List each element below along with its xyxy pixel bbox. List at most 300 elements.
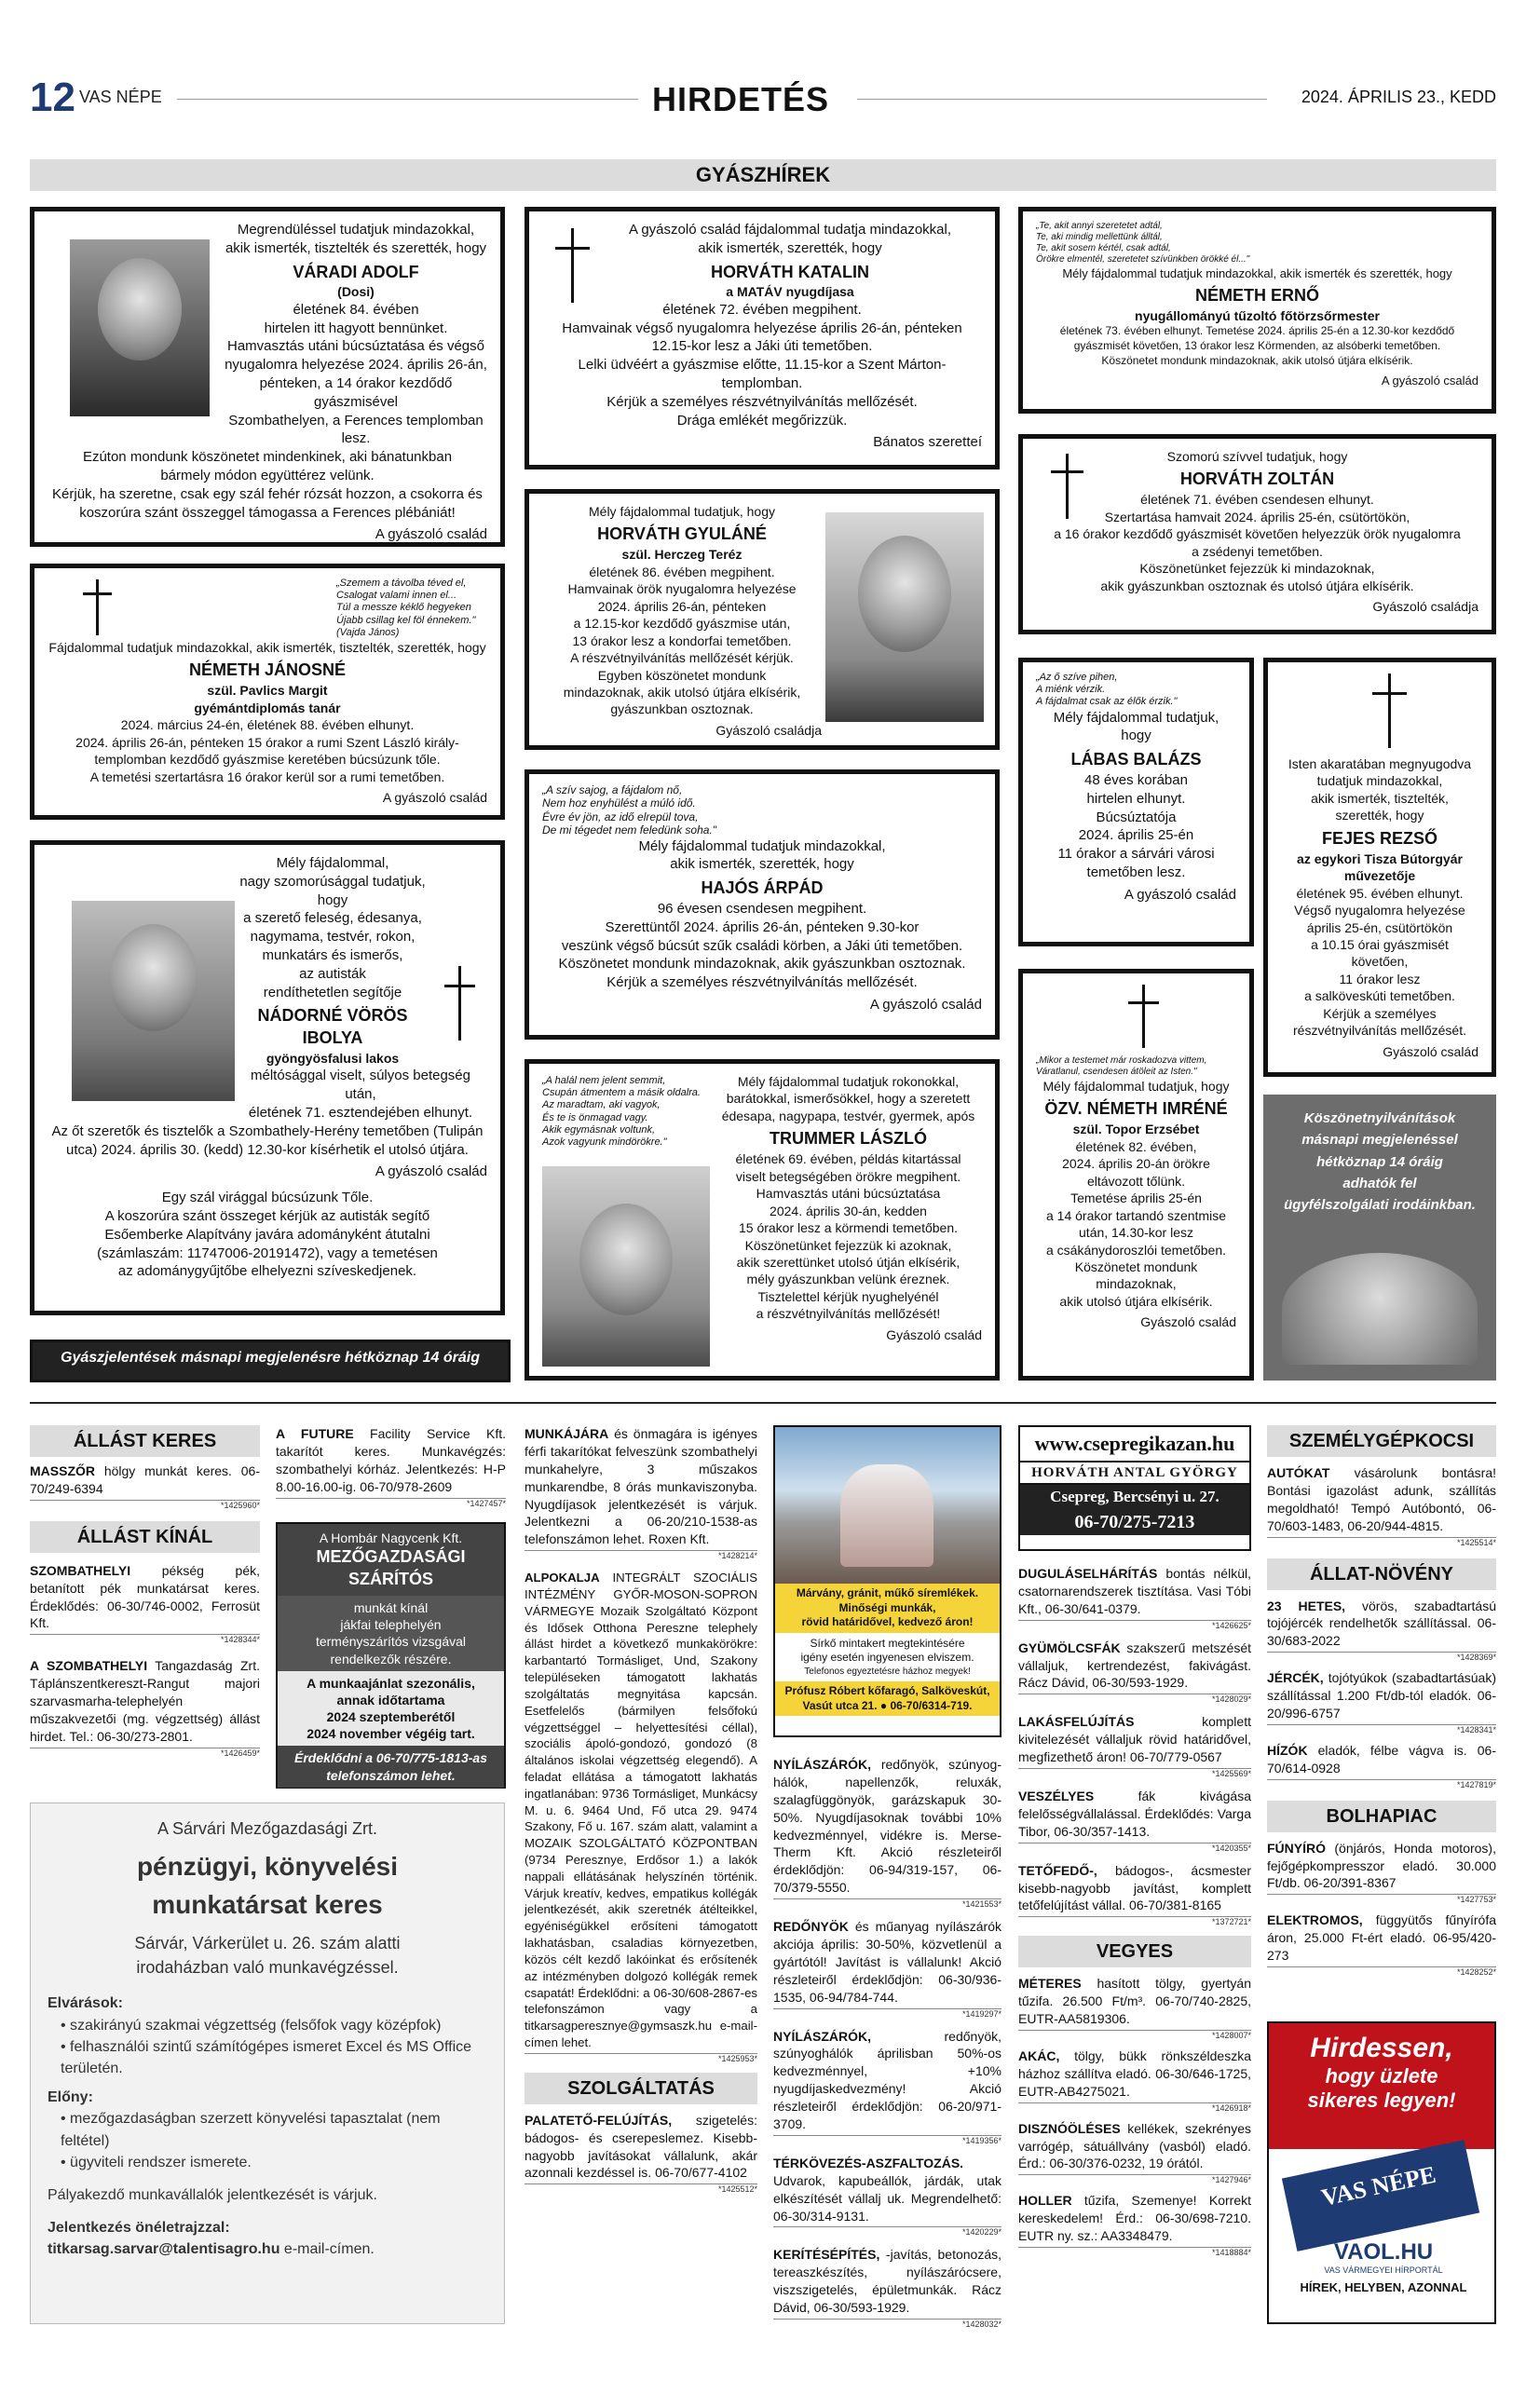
angel-statue-image: [1282, 1253, 1478, 1365]
obit-text: pénteken, a 14 órakor kezdődő gyászmisével: [259, 375, 453, 410]
ad-headline: MEZŐGAZDASÁGI: [316, 1547, 466, 1567]
classified-ad: [1018, 1788, 1251, 1841]
banner-line: adhatók fel: [1342, 1175, 1417, 1191]
obit-quote: Akik egymásnak voltunk,: [542, 1123, 656, 1136]
obit-text: méltósággal viselt, súlyos betegség után,: [251, 1068, 470, 1103]
obit-text: Kérjük a személyes: [1323, 1005, 1437, 1021]
obit-text: viselt betegségében örökre megpihent.: [735, 1168, 961, 1184]
gravestone-shape: [840, 1464, 933, 1567]
ad-lead: A FUTURE: [276, 1426, 354, 1441]
ad-headline: munkatársat keres: [152, 1889, 383, 1919]
classified-ad: [1267, 1669, 1496, 1722]
obit-text: 2024. március 24-én, életének 88. évében elhunyt.: [120, 717, 415, 733]
ad-text: e-mail-címen.: [279, 2241, 375, 2258]
ad-company: A Hombár Nagycenk Kft.: [319, 1531, 463, 1545]
obit-quote: „Te, akit annyi szeretetet adtál,: [1036, 221, 1163, 231]
obit-labas-balazs: [1018, 658, 1254, 946]
banner-line: Köszönetnyilvánítások: [1303, 1110, 1456, 1126]
obit-intro: Mély fájdalommal tudatjuk mindazokkal, akik ismerték és szerették, hogy: [1062, 266, 1452, 280]
obit-maiden-name: szül. Pavlics Margit: [207, 683, 328, 699]
obit-name: TRUMMER LÁSZLÓ: [770, 1129, 927, 1149]
obit-text: Szombathelyen, a Ferences templomban lesz.: [228, 412, 484, 447]
ad-lead: PALATETŐ-FELÚJÍTÁS,: [525, 2112, 673, 2128]
classified-ad: [30, 1462, 260, 1498]
obit-intro: barátokkal, ismerősökkel, hogy a szeretett: [726, 1091, 971, 1107]
obit-intro: Megrendüléssel tudatjuk mindazokkal,: [237, 222, 475, 238]
ad-lead: TÉRKÖVEZÉS-ASZFALTOZÁS.: [773, 2155, 964, 2170]
ad-code: *1425512*: [525, 2184, 757, 2194]
ad-text: Facility Service Kft. takarítót keres. Munkavégzés: szombathelyi kórház. Jelentkezés: H-P 8.00-16.00-ig. 06-70/978-2609: [276, 1426, 506, 1494]
portrait-photo: [72, 901, 235, 1101]
classified-ad: [1018, 1975, 1251, 2028]
cross-icon: [1142, 985, 1145, 1048]
ad-code: *1419297*: [773, 2008, 1001, 2019]
ad-text: és önmagára is igényes férfi takarítókat felveszünk szombathelyi munkahelyre, 3 műszakos munkarendbe, 8 órás munkaviszonyba. Nyugdíjasok jelentkezését is várjuk. Jelentkezni a 06-20/210-1538-as telefonszámon lehet. Roxen Kft.: [525, 1426, 757, 1547]
obit-text: után, 14.30-kor lesz: [1079, 1225, 1193, 1241]
ad-code: *1425514*: [1267, 1537, 1496, 1547]
obit-text: részvétnyilvánítás mellőzését.: [1293, 1023, 1466, 1039]
obit-quote: Csupán átmentem a másik oldalra.: [542, 1087, 701, 1099]
ad-email[interactable]: titkarsag.sarvar@talentisagro.hu: [48, 2241, 280, 2258]
obit-signature: Bánatos szeretteí: [873, 434, 982, 451]
cross-icon: [83, 592, 112, 595]
ad-text: fák kivágása felelősségvállalással. Érdeklődés: Varga Tibor, 06-30/357-1413.: [1018, 1789, 1251, 1839]
ad-text: redőnyök, szúnyog-hálók, napellenzők, reluxák, szalagfüggönyök, garázskapuk 30-50%. Nyugdíjasoknak további 10% kedvezménnyel, vidékre is. Merse-Therm Kft. Akció részleteiről érdeklődjön: 06-94/319-157, 06-70/379-5550.: [773, 1757, 1001, 1896]
promo-headline: sikeres legyen!: [1307, 2088, 1456, 2112]
header-rule-right: [857, 99, 1267, 100]
ad-text: felhasználói szintű számítógépes ismeret Excel és MS Office területén.: [61, 2038, 472, 2077]
classified-ad: [276, 1425, 506, 1496]
classified-ad: [773, 2246, 1001, 2317]
obit-intro: Mély fájdalommal tudatjuk, hogy: [589, 504, 775, 519]
ad-code: *1426625*: [1018, 1620, 1251, 1630]
obit-text: 11 órakor lesz: [1339, 971, 1421, 986]
obit-ozv-nemeth-imrene: [1018, 969, 1254, 1381]
ad-text: komplett kivitelezését vállaljuk rövid határidővel, megfizethető áron! 06-70/779-0567: [1018, 1714, 1251, 1765]
obit-quote: Az maradtam, aki vagyok,: [542, 1099, 661, 1111]
marvany-ad: [773, 1425, 1001, 1737]
obit-text: hirtelen elhunyt.: [1086, 790, 1186, 807]
cross-icon: [571, 228, 574, 303]
obit-signature: Gyászoló családja: [715, 722, 822, 738]
obit-intro: Mély fájdalommal,: [276, 855, 389, 871]
obit-signature: A gyászoló család: [1124, 886, 1236, 903]
obit-quote: Te, akit sosem kértél, csak adtál,: [1036, 243, 1171, 253]
obit-intro: rendíthetetlen segítője: [263, 984, 402, 1000]
obit-text: Lelki üdvéért a gyászmise előtte, 11.15-kor a Szent Márton-templomban.: [578, 357, 947, 391]
section-title: HIRDETÉS: [652, 80, 830, 118]
ad-lead: ALPOKALJA: [525, 1571, 600, 1585]
obit-signature: Gyászoló család: [886, 1326, 982, 1342]
obit-text: nyugalomra helyezése 2024. április 26-án,: [225, 357, 487, 374]
promo-headline: Hirdessen,: [1310, 2033, 1453, 2063]
ad-text: hölgy munkát keres. 06-70/249-6394: [30, 1463, 260, 1496]
obit-text: 11 órakor a sárvári városi: [1057, 846, 1215, 863]
ad-code: *1425960*: [30, 1500, 260, 1510]
obit-text: 2024. április 30-án, kedden: [770, 1203, 927, 1218]
ad-text: Tangazdaság Zrt. Táplánszentkereszt-Rangut majori szarvasmarha-telephelyén műszakvezetői (mg. végzettség) állást hirdet. Tel.: 06-30/273-2801.: [30, 1658, 260, 1744]
ad-text: rendelkezők részére.: [330, 1651, 452, 1667]
obit-text: 2024. április 25-én: [1078, 827, 1194, 844]
obit-name: HORVÁTH ZOLTÁN: [1179, 469, 1335, 489]
obit-text: Kérjük a személyes részvétnyilvánítás mellőzését.: [606, 974, 918, 991]
ad-text: irodaházban való munkavégzéssel.: [136, 1958, 399, 1978]
cross-icon: [1372, 692, 1407, 695]
ad-text: INTEGRÁLT SZOCIÁLIS INTÉZMÉNY GYŐR-MOSON-SOPRON VÁRMEGYE Mozaik Szolgáltató Központ és Idősek Otthona Pereszne telephely állást hirdet a következő munkakörökre: karbantartó Tormásliget, Und, Szakony településeken támogatott lakhatás szolgáltatás megnyitása kapcsán. Esetfelelős (bármilyen felsőfokú végzettséggel – helyettesítési céllal), szociális ápoló-gondozó, gondozó (8 általános iskolai végzettség elegendő). A feladat ellátása a támogatott lakhatás ingatlanában: 9736 Tormásliget, Munkácsy M. u. 6. 9464 Und, Fő utca 29. 9474 Szakony, Fő u. 167. szám alatt, valamint a MOZAIK SZOLGÁLTATÓ KÖZPONTBAN (9734 Peresznye, Erdősor 1.) a lakók nappali ellátásának helyszínén történik. Várjuk kreatív, kedves, empatikus kollégák jelentkezését, akik szeretnék átélteikkel, egyéniségükkel erősíteni támogatott lakhatásban, csaladias környezetben, közös célt kezdő lakóinkat és erősítenék az intézményben dolgozó kollégák remek csapatát! Érdeklődni: a 06-30/608-2867-es telefonszámon vagy a titkarsagperesznye@gymsaszk.hu e-mail-címen lehet.: [525, 1571, 757, 2049]
obit-text: Kérjük, ha szeretne, csak egy szál fehér rózsát hozzon, a csokorra és: [52, 485, 483, 502]
ad-lead: TETŐFEDŐ-,: [1018, 1862, 1097, 1878]
ad-lead: A SZOMBATHELYI: [30, 1658, 148, 1674]
obit-text: 12.15-kor lesz a Jáki úti temetőben.: [651, 338, 873, 355]
obituaries-bar: GYÁSZHÍREK: [30, 159, 1496, 191]
ad-lead: SZOMBATHELYI: [30, 1562, 131, 1578]
obit-text: Köszönetet mondunk mindazoknak, akik gyászunkban osztoznak.: [558, 956, 966, 973]
obit-text: eltávozott tőlünk.: [1086, 1173, 1186, 1189]
obit-quote: Váratlanul, csendesen átöleit az Isten.": [1036, 1067, 1197, 1077]
obit-quote: Újabb csillag kel föl énnekem.": [336, 614, 476, 626]
obit-text: utca) 2024. április 30. (kedd) 12.30-kor kísérhetik el utolsó útjára.: [66, 1141, 469, 1158]
obit-horvath-katalin: [525, 207, 1000, 469]
obit-intro: akik ismerték, szerették, hogy: [670, 856, 854, 873]
ad-lead: NYÍLÁSZÁRÓK,: [773, 2028, 871, 2044]
classified-ad: [30, 1562, 260, 1633]
obit-intro: akik ismerték, tisztelték és szerették, hogy: [225, 239, 487, 256]
obit-text: Hamvainak végső nyugalomra helyezése április 26-án, pénteken: [562, 320, 962, 336]
obit-intro: a szerető feleség, édesanya,: [243, 910, 422, 927]
cross-icon: [458, 966, 461, 1041]
ad-headline: Minőségi munkák,: [838, 1600, 936, 1614]
obit-intro: nagymama, testvér, rokon,: [250, 929, 416, 946]
obit-name: LÁBAS BALÁZS: [1070, 750, 1202, 769]
obit-name: HAJÓS ÁRPÁD: [701, 878, 824, 898]
issue-date: 2024. ÁPRILIS 23., KEDD: [1301, 88, 1496, 106]
obit-intro: Mély fájdalommal tudatjuk, hogy: [1042, 1079, 1230, 1094]
obit-text: A részvétnyilvánítás mellőzését kérjük.: [570, 650, 794, 666]
obit-quote: „Az ő szíve pihen,: [1036, 672, 1118, 683]
ad-headline: pénzügyi, könyvelési: [136, 1852, 399, 1882]
ad-text: tűzifa, Szemenye! Korrekt kereskedelem! Érd.: 06-30/698-7210. EUTR ny. sz.: AA3348479.: [1018, 2193, 1251, 2244]
category-header: ÁLLÁST KERES: [30, 1425, 260, 1457]
ad-code: *1426918*: [1018, 2102, 1251, 2113]
classified-ad: [1267, 1464, 1496, 1535]
obit-text: Egy szál virággal búcsúzunk Tőle.: [161, 1190, 374, 1206]
portrait-photo: [825, 512, 984, 722]
obit-intro: A gyászoló család fájdalommal tudatja mindazokkal,: [628, 222, 952, 238]
obit-name: NÉMETH ERNŐ: [1194, 286, 1319, 306]
obit-quote: Nem hoz enyhülést a múló idő.: [542, 796, 696, 810]
obit-text: Egyben köszönetet mondunk: [597, 667, 767, 683]
classified-ad: [525, 2112, 757, 2183]
ad-text: -javítás, betonozás, tereaszkészítés, nyílászárócsere, viszszigetelés, épületmunkák. Rácz Dávid, 06-30/593-1929.: [773, 2247, 1001, 2316]
obit-text: gyászmisét követően, 13 órakor lesz Körmenden, az alsóberki temetőben.: [1073, 339, 1441, 353]
obit-intro: nagy szomorúsággal tudatjuk, hogy: [239, 873, 426, 908]
obit-text: Búcsúztatója: [1096, 809, 1177, 825]
classified-ad: [1018, 1713, 1251, 1766]
obit-name: VÁRADI ADOLF: [293, 262, 419, 281]
obit-quote: „A szív sajog, a fájdalom nő,: [542, 783, 683, 796]
obit-quote: A miénk vérzik.: [1036, 684, 1106, 696]
obit-quote: (Vajda János): [336, 626, 400, 638]
obit-text: akik utolsó útjára elkísérik.: [1059, 1293, 1213, 1309]
obit-signature: A gyászoló család: [1381, 373, 1478, 388]
ad-url[interactable]: www.csepregikazan.hu: [1020, 1427, 1249, 1461]
ad-text: bádogos-, ácsmester kisebb-nagyobb javítást, komplett tetőfelújítást vállal. 06-70/381-8165: [1018, 1862, 1251, 1913]
ad-code: *1427457*: [276, 1498, 506, 1508]
ad-text: A munkaajánlat szezonális,: [307, 1675, 475, 1691]
classifieds-col-3: [525, 1425, 757, 2194]
obit-signature: A gyászoló család: [375, 526, 487, 543]
ad-text: Sárvár, Várkerület u. 26. szám alatti: [134, 1934, 401, 1953]
ad-code: *1426459*: [30, 1748, 260, 1758]
obit-quote: De mi tégedet nem feledünk soha.": [542, 823, 717, 837]
obit-intro: tudatjuk mindazokkal,: [1316, 773, 1443, 789]
obit-text: 13 órakor lesz a kondorfai temetőben.: [572, 633, 792, 648]
ad-text: 2024 november végéig tart.: [307, 1726, 475, 1742]
obit-maiden-name: szül. Herczeg Teréz: [621, 547, 743, 563]
obit-intro: Isten akaratában megnyugodva: [1288, 756, 1472, 771]
ad-lead: DISZNÓÖLÉSES: [1018, 2120, 1121, 2136]
portrait-face: [579, 1204, 673, 1315]
obit-text: akik gyászunkban osztoznak és utolsó útjára elkísérik.: [1100, 578, 1414, 593]
obit-text: életének 84. évében: [293, 301, 419, 318]
ad-text: Udvarok, kapubeállók, járdák, utak elkészítését vállalj uk. Megrendelhető: 06-30/314-9131.: [773, 2172, 1001, 2224]
ad-subheading: Előny:: [48, 2089, 93, 2106]
obit-title: a MATÁV nyugdíjasa: [726, 284, 854, 300]
classified-ad: [1018, 1862, 1251, 1915]
obit-text: Köszönetet mondunk: [1074, 1258, 1198, 1274]
ad-code: *1428341*: [1267, 1724, 1496, 1735]
obit-text: koszorúra szánt összeggel támogassa a Ferences plébániát!: [79, 504, 456, 521]
classified-ad: [773, 1756, 1001, 1897]
ad-code: *1425953*: [525, 2053, 757, 2063]
obit-text: hirtelen itt hagyott bennünket.: [264, 320, 448, 336]
hirdessen-promo-ad: [1267, 2021, 1496, 2324]
obit-text: életének 95. évében elhunyt.: [1296, 885, 1464, 901]
obit-text: Tisztelettel kérjük nyughelyénél: [757, 1288, 939, 1304]
ad-text: igény esetén ingyenesen elviszem.: [800, 1651, 974, 1665]
header-rule-left: [177, 99, 638, 100]
obit-text: Kérjük a személyes részvétnyilvánítás mellőzését.: [606, 393, 918, 410]
ad-text: 2024 szeptemberétől: [326, 1709, 456, 1725]
section-divider: [30, 1402, 1496, 1404]
sarvar-job-ad: [30, 1803, 505, 2324]
obit-text: Végső nyugalomra helyezése: [1294, 903, 1465, 918]
ad-text: hasított tölgy, gyertyán tűzifa. 26.500 Ft/m³. 06-70/740-2825, EUTR-AA5819306.: [1018, 1976, 1251, 2027]
obit-text: Temetése április 25-én: [1070, 1190, 1202, 1206]
obit-maiden-name: szül. Topor Erzsébet: [1072, 1122, 1200, 1137]
ad-code: *1427753*: [1267, 1894, 1496, 1904]
classified-ad: [1018, 1565, 1251, 1618]
ad-address: Csepreg, Bercsényi u. 27.: [1020, 1485, 1249, 1509]
ad-lead: NYÍLÁSZÁRÓK,: [773, 1757, 871, 1772]
ad-code: *1420355*: [1018, 1843, 1251, 1853]
banner-line: ügyfélszolgálati irodáinkban.: [1284, 1197, 1476, 1213]
obit-nemeth-janosne: [30, 564, 505, 820]
ad-text: terményszárítós vizsgával: [315, 1634, 467, 1650]
classified-ad: [1018, 2120, 1251, 2173]
obit-text: 48 éves korában: [1084, 771, 1188, 788]
obit-quote: „Mikor a testemet már roskadozva vittem,: [1036, 1055, 1207, 1066]
banner-line: hétköznap 14 óráig: [1316, 1153, 1443, 1170]
obit-signature: A gyászoló család: [375, 1163, 487, 1180]
ad-text: és műanyag nyílászárók akciója április: 30-50%, közvetlenül a gyártótól! Javítást is vállalunk! Akció részleteiről érdeklődjön: 06-30/936-1535, 06-94/784-744.: [773, 1919, 1001, 2005]
classified-ad: [30, 1657, 260, 1745]
ad-text: vörös, szabadtartású tojójércék rendelhetők szállítással. 06-30/683-2022: [1267, 1598, 1496, 1649]
ad-list-item: • szakirányú szakmai végzettség (felsőfok vagy középfok): [61, 2017, 442, 2034]
obit-text: mély gyászunkban velünk éreznek.: [746, 1272, 950, 1287]
obit-text: életének 71. évében csendesen elhunyt.: [1140, 492, 1374, 508]
obit-title: művezetője: [1343, 868, 1416, 884]
obit-text: a 16 órakor kezdődő gyászmisét követően helyezzük örök nyugalomra: [1054, 526, 1461, 542]
obit-horvath-zoltan: [1018, 434, 1496, 634]
obit-text: életének 82. évében,: [1075, 1138, 1197, 1154]
obit-text: Köszönetet mondunk mindazoknak, akik utolsó útjára elkísérik.: [1101, 354, 1413, 368]
ad-lead: ELEKTROMOS,: [1267, 1912, 1363, 1928]
cross-icon: [96, 579, 99, 635]
obit-text: bármely módon együttérez velünk.: [160, 467, 375, 483]
classifieds-col-6: [1267, 1425, 1496, 1977]
ad-text: tojótyúkok (szabadtartásúak) szállítással 1.200 Ft/db-tól eladók. 06-20/996-6757: [1267, 1670, 1496, 1721]
classified-ad: [773, 2155, 1001, 2225]
ad-lead: AKÁC,: [1018, 2048, 1060, 2064]
obit-quote: Túl a messze kéklő hegyeken: [336, 602, 471, 614]
classified-ad: [1018, 1639, 1251, 1693]
portrait-photo: [70, 239, 210, 416]
obit-text: temetőben lesz.: [1086, 864, 1186, 880]
ad-text: munkát kínál: [353, 1599, 429, 1615]
obit-text: Drága emlékét megőrizzük.: [676, 412, 848, 429]
obit-text: A temetési szertartásra 16 órakor kerül sor a rumi temetőben.: [89, 769, 445, 784]
ad-text: szakirányú szakmai végzettség (felsőfok vagy középfok): [70, 2017, 442, 2034]
ad-lead: AUTÓKAT: [1267, 1465, 1330, 1480]
obit-intro: Szomorú szívvel tudatjuk, hogy: [1166, 449, 1348, 464]
obit-text: Szerettüntől 2024. április 26-án, pénteken 9.30-kor: [605, 918, 920, 935]
obit-text: Esőemberke Alapítvány javára adományként átutalni: [104, 1226, 430, 1243]
ad-text: vásárolunk bontásra! Bontási igazolást adunk, szállítás megoldható! Tempó Autóbontó, 06-70/603-1483, 06-20/944-4815.: [1267, 1465, 1496, 1533]
obit-quote: És te is önmagad vagy.: [542, 1111, 648, 1123]
ad-phone: 06-70/275-7213: [1020, 1509, 1249, 1535]
obit-text: Az őt szeretők és tisztelők a Szombathely-Herény temetőben (Tulipán: [51, 1122, 484, 1139]
obit-quote: Azok vagyunk mindörökre.": [542, 1136, 667, 1148]
ad-lead: MÉTERES: [1018, 1976, 1082, 1992]
classifieds-col-1: [30, 1425, 260, 1758]
page-number: 12: [30, 75, 75, 120]
obit-nadorne-voros-ibolya: [30, 840, 505, 1315]
ad-text: tölgy, bükk rönkszéldeszka házhoz szállítva eladó. 06-30/646-1725, EUTR-AB4275021.: [1018, 2048, 1251, 2099]
obit-quote: „A halál nem jelent semmit,: [542, 1075, 666, 1086]
vaol-subtitle: VAS VÁRMEGYEI HÍRPORTÁL: [1324, 2265, 1443, 2275]
obit-intro: Mély fájdalommal tudatjuk rokonokkal,: [737, 1074, 960, 1089]
ad-lead: MUNKÁJÁRA: [525, 1426, 609, 1441]
obit-intro: Mély fájdalommal tudatjuk,: [1053, 709, 1219, 726]
obit-signature: Gyászoló család: [1140, 1314, 1236, 1330]
classifieds-col-4: [773, 1756, 1001, 2329]
obit-name: HORVÁTH KATALIN: [711, 262, 869, 281]
obit-quote: Csalogat valami innen el...: [336, 590, 457, 602]
obit-text: az adománygyűjtőbe elhelyezni szíveskedjenek.: [117, 1263, 417, 1280]
obit-nickname: (Dosi): [337, 284, 375, 300]
ad-code: *1418884*: [1018, 2247, 1251, 2257]
obit-quote: Te, aki mindig mellettünk álltál,: [1036, 232, 1163, 242]
ad-code: *1421553*: [773, 1898, 1001, 1909]
obit-text: a zsédenyi temetőben.: [1192, 543, 1323, 559]
newspaper-image: VAS NÉPE: [1282, 2140, 1479, 2252]
obit-horvath-gyulane: [525, 489, 1000, 750]
obit-intro: akik ismerték, szerették, hogy: [698, 239, 882, 256]
classified-ad: [1267, 1742, 1496, 1777]
obit-text: 15 órakor lesz a körmendi temetőben.: [738, 1220, 958, 1236]
category-header: ÁLLÁST KÍNÁL: [30, 1521, 260, 1553]
ad-text: Sírkő mintakert megtekintésére: [810, 1636, 965, 1650]
ad-company: HORVÁTH ANTAL GYÖRGY: [1020, 1461, 1249, 1485]
ad-list-item: • ügyviteli rendszer ismerete.: [61, 2154, 252, 2170]
obit-text: gyászunkban osztoznak.: [610, 701, 754, 717]
classified-ad: [1018, 2047, 1251, 2101]
classified-ad: [1267, 1598, 1496, 1651]
ad-code: *1428369*: [1267, 1652, 1496, 1662]
ad-code: *1428032*: [773, 2319, 1001, 2329]
obit-text: mindazoknak, akik utolsó útjára elkísérik,: [563, 684, 801, 700]
ad-list-item: • mezőgazdaságban szerzett könyvelési tapasztalat (nem feltétel): [61, 2111, 441, 2149]
ad-lead: 23 HETES,: [1267, 1598, 1346, 1613]
obit-intro: Fájdalommal tudatjuk mindazokkal, akik ismerték, tisztelték, szerették, hogy: [48, 639, 486, 655]
ad-code: *1419356*: [773, 2135, 1001, 2145]
obit-intro: hogy: [1121, 728, 1151, 744]
classified-ad: [773, 2028, 1001, 2133]
ad-code: *1425569*: [1018, 1768, 1251, 1778]
obit-text: 2024. április 26-án, pénteken 15 órakor a rumi Szent László király-: [75, 734, 459, 750]
obit-quote: A fájdalmat csak az élők érzik.": [1036, 696, 1178, 708]
ad-text: mezőgazdaságban szerzett könyvelési tapasztalat (nem feltétel): [61, 2111, 441, 2149]
portrait-face: [98, 258, 182, 361]
hombar-ad: [276, 1522, 506, 1789]
obit-text: A koszorúra szánt összeget kérjük az autisták segítő: [104, 1207, 430, 1224]
ad-text: (önjárós, Honda motoros), fejőgépkompresszor eladó. 30.000 Ft/db. 06-20/391-8367: [1267, 1840, 1496, 1891]
ad-text: redőnyök, szúnyoghálók áprilisban 50%-os kedvezménnyel, +10% nyugdíjaskedvezmény! Akció részleteiről érdeklődjön: 06-20/971-3709.: [773, 2028, 1001, 2132]
cross-icon: [555, 247, 590, 250]
obit-text: április 25-én, csütörtökön: [1306, 919, 1453, 935]
ad-text: Telefonos egyeztetésre házhoz megyek!: [804, 1666, 971, 1677]
thanks-deadline-banner: [1263, 1095, 1496, 1381]
obit-intro: Mély fájdalommal tudatjuk mindazokkal,: [638, 837, 886, 854]
obit-quote: Évre év jön, az idő elrepül tova,: [542, 809, 699, 823]
ad-lead: HOLLER: [1018, 2193, 1072, 2209]
obit-name: FEJES REZSŐ: [1321, 828, 1438, 848]
obit-text: Köszönetünket fejezzük ki azoknak,: [744, 1237, 952, 1253]
ad-code: *1420229*: [773, 2226, 1001, 2237]
promo-headline: hogy üzlete: [1325, 2064, 1438, 2088]
ad-text: kellékek, szekrényes varrógép, sátuállvány (vasból) eladó. Érd.: 06-30/376-0232, 19 órától.: [1018, 2120, 1251, 2171]
ad-code: *1428214*: [525, 1550, 757, 1560]
newspaper-name: VAS NÉPE: [79, 88, 162, 106]
ad-code: *1428007*: [1018, 2030, 1251, 2040]
ad-list-item: • felhasználói szintű számítógépes ismeret Excel és MS Office területén.: [61, 2038, 472, 2077]
category-header: VEGYES: [1018, 1936, 1251, 1967]
obit-text: (számlaszám: 11747006-20191472), vagy a temetésen: [97, 1245, 438, 1261]
obit-text: 96 évesen csendesen megpihent.: [657, 900, 867, 917]
ad-contact: Érdeklődni a 06-70/775-1813-as: [293, 1750, 487, 1766]
vaol-brand: VAOL.HU: [1333, 2239, 1434, 2265]
obit-signature: Gyászoló család: [1383, 1043, 1478, 1059]
ad-code: *1427946*: [1018, 2174, 1251, 2184]
obit-signature: A gyászoló család: [869, 996, 982, 1013]
ad-lead: DUGULÁSELHÁRÍTÁS: [1018, 1566, 1158, 1581]
obit-title: az egykori Tisza Bútorgyár: [1297, 850, 1463, 866]
ad-lead: KERÍTÉSÉPÍTÉS,: [773, 2247, 880, 2263]
obit-nemeth-erno: [1018, 207, 1496, 414]
portrait-face: [858, 536, 951, 652]
obit-text: Ezúton mondunk köszönetet mindenkinek, aki bánatunkban: [82, 449, 453, 466]
